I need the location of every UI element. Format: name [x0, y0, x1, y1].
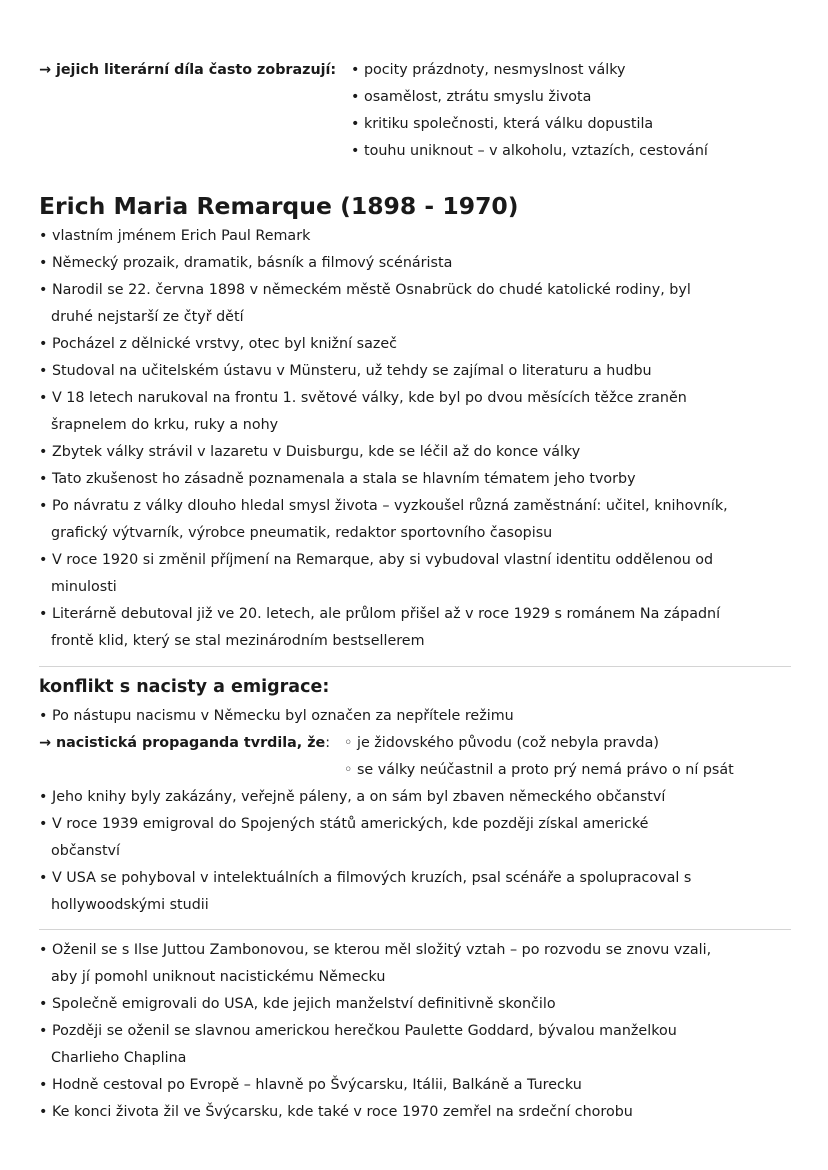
- intro-label: → jejich literární díla často zobrazují:: [39, 62, 337, 78]
- list-item-continuation: grafický výtvarník, výrobce pneumatik, redaktor sportovního časopisu: [51, 525, 553, 541]
- list-item: [39, 1099, 711, 1126]
- list-item-text: • vlastním jménem Erich Paul Remark: [39, 228, 311, 244]
- list-item: ◦ se války neúčastnil a proto prý nemá právo o ní psát: [344, 762, 734, 778]
- list-item: [39, 277, 728, 331]
- list-item-text: • Ke konci života žil ve Švýcarsku, kde také v roce 1970 zemřel na srdeční chorobu: [39, 1104, 633, 1120]
- list-item: [39, 865, 691, 919]
- list-item-continuation: aby jí pomohl uniknout nacistickému Německu: [51, 969, 386, 985]
- list-item-text: • Německý prozaik, dramatik, básník a filmový scénárista: [39, 255, 453, 271]
- list-item-text: • Společně emigrovali do USA, kde jejich manželství definitivně skončilo: [39, 996, 556, 1012]
- list-item-text: • V roce 1920 si změnil příjmení na Remarque, aby si vybudoval vlastní identitu oddělenou od: [39, 552, 714, 568]
- list-item-text: • Hodně cestoval po Evropě – hlavně po Švýcarsku, Itálii, Balkáně a Turecku: [39, 1077, 582, 1093]
- list-item: [39, 1072, 711, 1099]
- list-item-text: • V USA se pohyboval v intelektuálních a filmových kruzích, psal scénáře a spolupracoval s: [39, 870, 692, 886]
- list-item-continuation: druhé nejstarší ze čtyř dětí: [51, 309, 244, 325]
- list-item-text: • Zbytek války strávil v lazaretu v Duisburgu, kde se léčil až do konce války: [39, 444, 581, 460]
- list-item-text: • Tato zkušenost ho zásadně poznamenala a stala se hlavním tématem jeho tvorby: [39, 471, 636, 487]
- list-item-text: • V roce 1939 emigroval do Spojených států amerických, kde později získal americké: [39, 816, 649, 832]
- list-item: [39, 358, 728, 385]
- intro-list: [351, 57, 708, 165]
- bio-list: [39, 223, 728, 655]
- list-item: [39, 466, 728, 493]
- propaganda-row-2: [39, 757, 734, 784]
- section-heading-conflict: konflikt s nacisty a emigrace:: [39, 677, 330, 697]
- list-item: [39, 937, 711, 991]
- list-item-continuation: hollywoodskými studii: [51, 897, 209, 913]
- propaganda-label: → nacistická propaganda tvrdila, že: [39, 735, 326, 751]
- conflict-rest: [39, 784, 691, 919]
- conflict-list: [39, 703, 734, 919]
- list-item: • pocity prázdnoty, nesmyslnost války: [351, 62, 626, 78]
- propaganda-row: [39, 730, 691, 757]
- list-item: [39, 547, 728, 601]
- list-item-continuation: občanství: [51, 843, 120, 859]
- list-item: [39, 331, 728, 358]
- list-item-text: • Narodil se 22. června 1898 v německém městě Osnabrück do chudé katolické rodiny, byl: [39, 282, 691, 298]
- propaganda-colon: :: [325, 735, 331, 751]
- list-item: [39, 811, 691, 865]
- list-item: [39, 385, 728, 439]
- list-item-text: • Po návratu z války dlouho hledal smysl života – vyzkoušel různá zaměstnání: učitel, knihovník,: [39, 498, 728, 514]
- list-item: • touhu uniknout – v alkoholu, vztazích, cestování: [351, 143, 708, 159]
- list-item-continuation: šrapnelem do krku, ruky a nohy: [51, 417, 279, 433]
- list-item-continuation: frontě klid, který se stal mezinárodním bestsellerem: [51, 633, 425, 649]
- list-item: [39, 991, 711, 1018]
- list-item: • Po nástupu nacismu v Německu byl označen za nepřítele režimu: [39, 708, 514, 724]
- list-item-continuation: Charlieho Chaplina: [51, 1050, 187, 1066]
- page-title: Erich Maria Remarque (1898 - 1970): [39, 192, 519, 220]
- list-item-text: • Později se oženil se slavnou americkou herečkou Paulette Goddard, bývalou manželkou: [39, 1023, 677, 1039]
- personal-list: [39, 937, 711, 1126]
- list-item-text: • Pocházel z dělnické vrstvy, otec byl knižní sazeč: [39, 336, 398, 352]
- list-item-text: • Studoval na učitelském ústavu v Münsteru, už tehdy se zajímal o literaturu a hudbu: [39, 363, 652, 379]
- list-item: [39, 223, 728, 250]
- list-item: • osamělost, ztrátu smyslu života: [351, 89, 592, 105]
- list-item-text: • V 18 letech narukoval na frontu 1. světové války, kde byl po dvou měsících těžce zraněn: [39, 390, 687, 406]
- list-item: [39, 1018, 711, 1072]
- list-item: [39, 493, 728, 547]
- list-item-text: • Oženil se s Ilse Juttou Zambonovou, se kterou měl složitý vztah – po rozvodu se znovu vzali,: [39, 942, 712, 958]
- list-item-text: • Jeho knihy byly zakázány, veřejně páleny, a on sám byl zbaven německého občanství: [39, 789, 666, 805]
- list-item: • kritiku společnosti, která válku dopustila: [351, 116, 654, 132]
- list-item: ◦ je židovského původu (což nebyla pravda): [344, 735, 659, 751]
- divider: [39, 666, 791, 667]
- list-item: [39, 250, 728, 277]
- list-item-text: • Literárně debutoval již ve 20. letech, ale průlom přišel až v roce 1929 s románem Na západní: [39, 606, 721, 622]
- list-item: [39, 601, 728, 655]
- list-item: [39, 439, 728, 466]
- list-item-continuation: minulosti: [51, 579, 117, 595]
- list-item: [39, 784, 691, 811]
- divider: [39, 929, 791, 930]
